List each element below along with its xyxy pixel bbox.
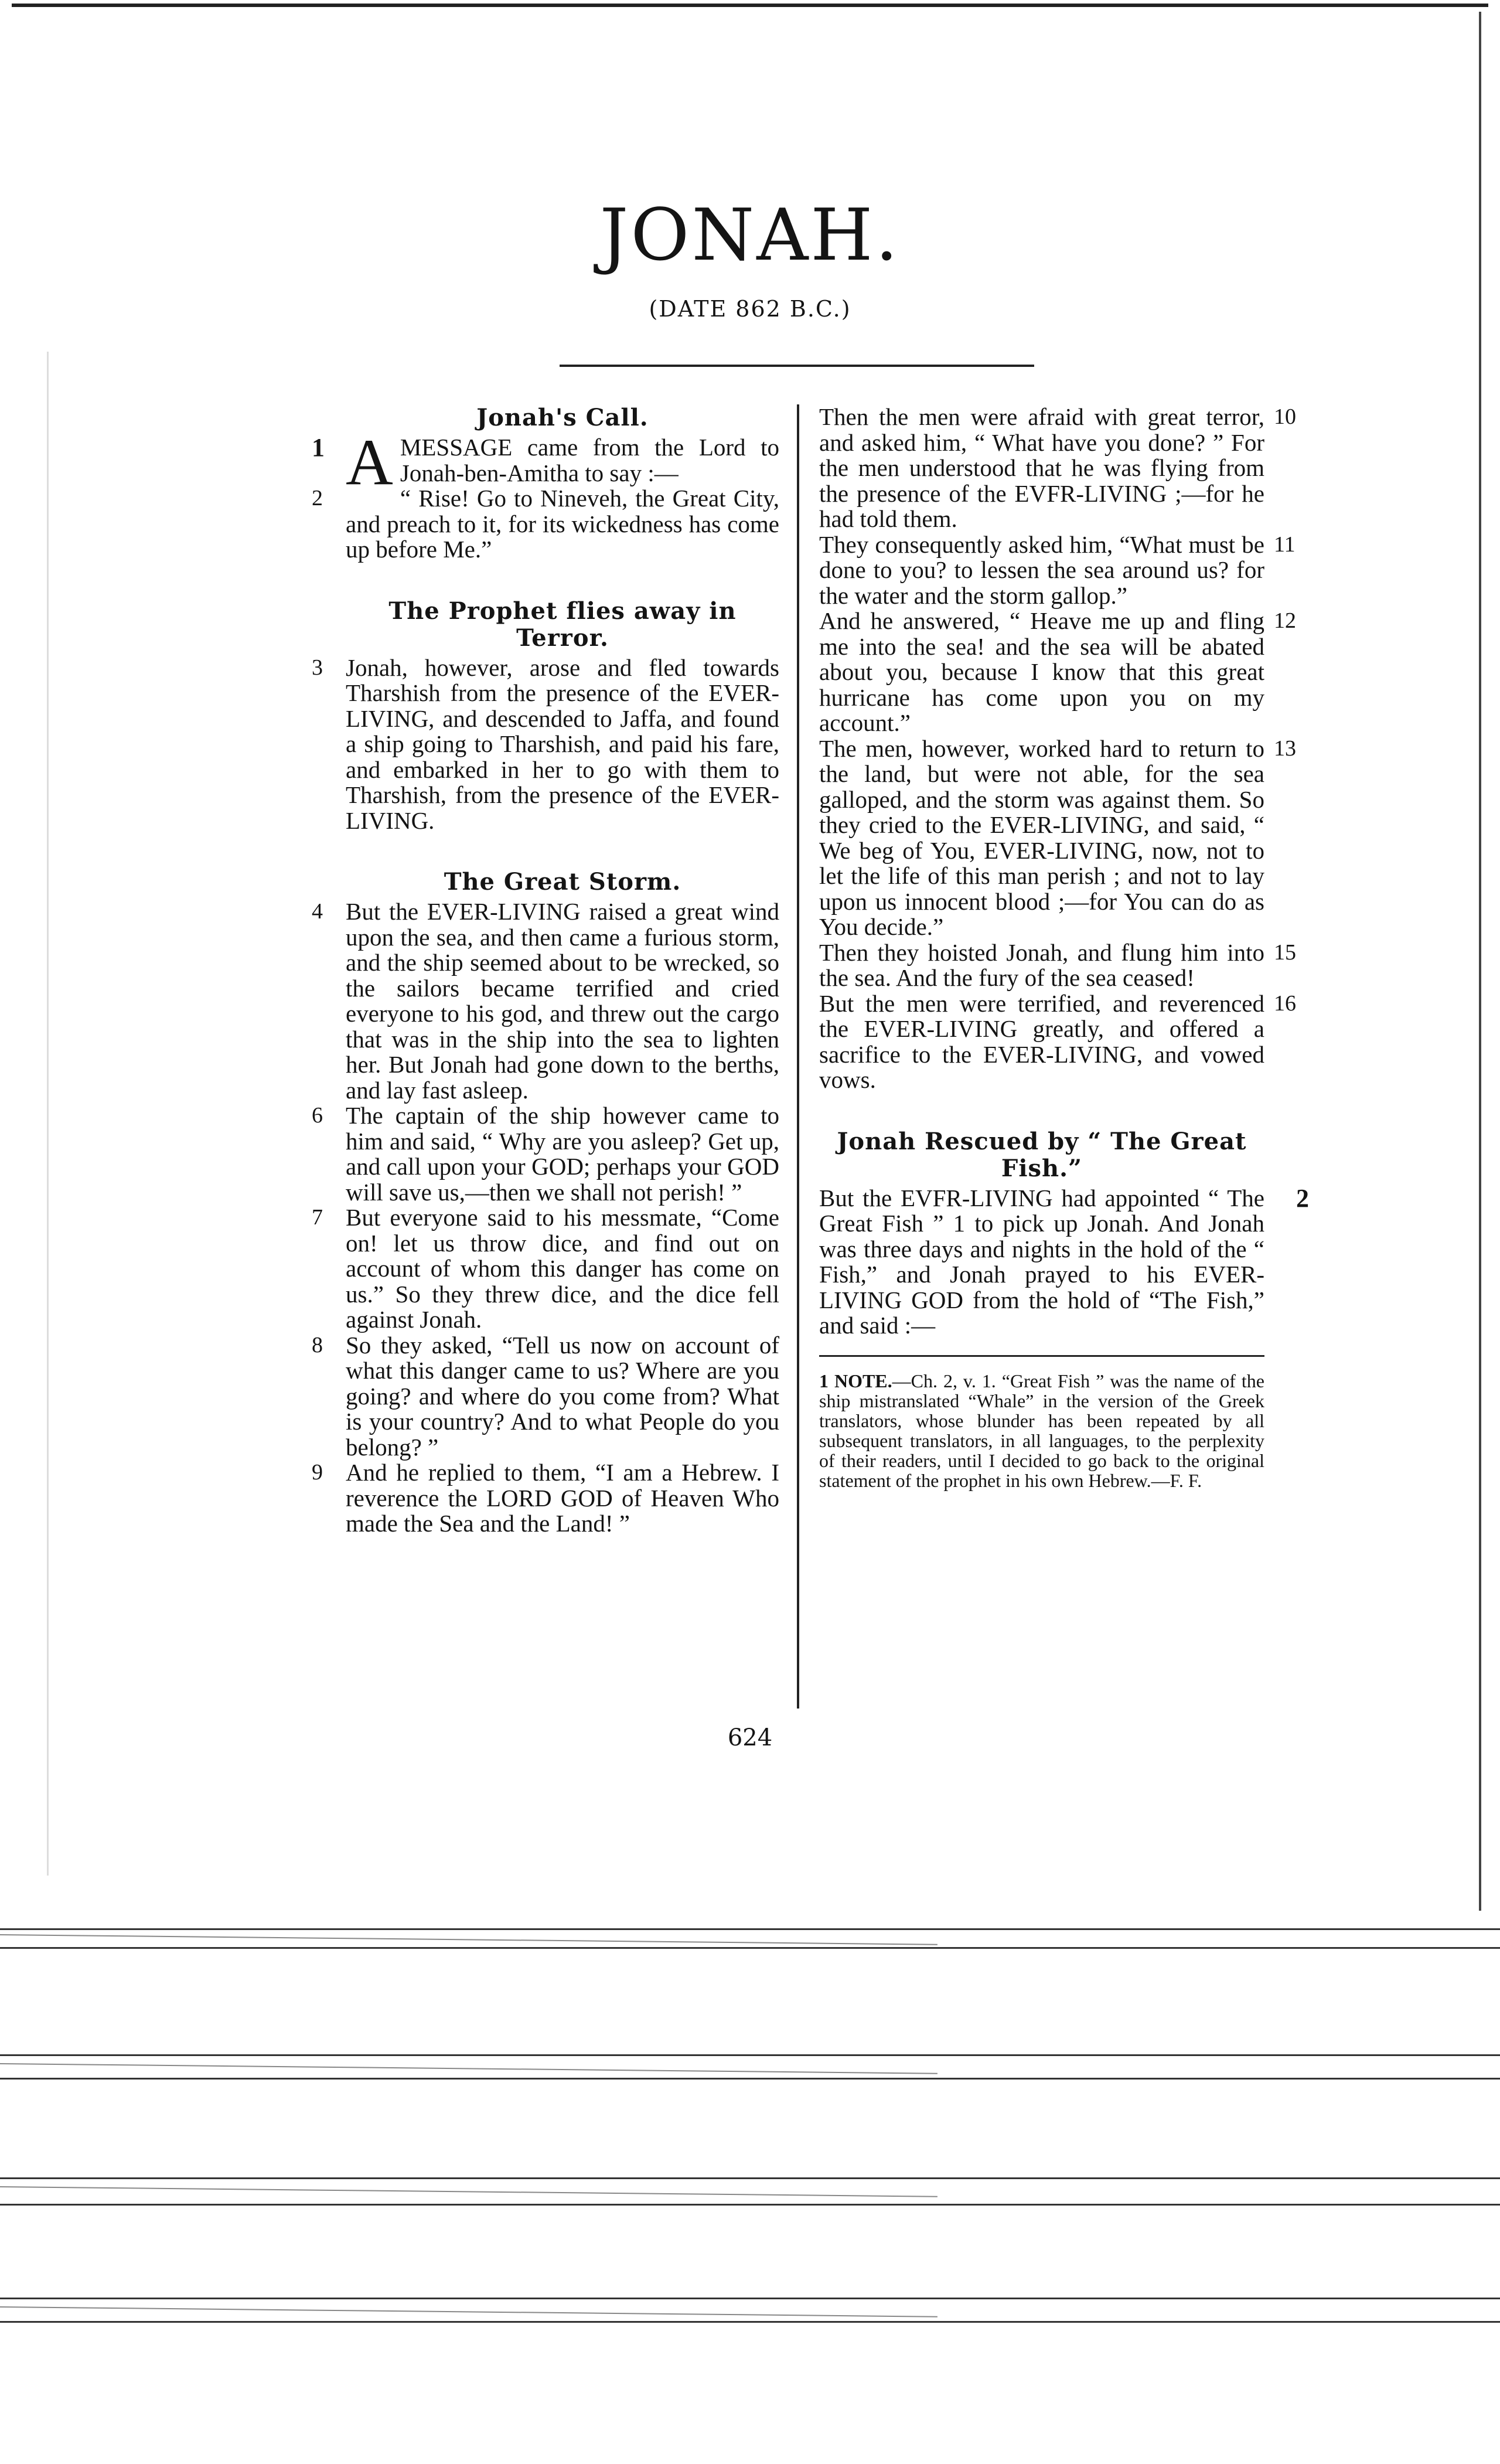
verse-number: 3 xyxy=(312,655,323,680)
scan-streak xyxy=(0,2063,938,2074)
column-divider xyxy=(797,404,799,1709)
scan-strip-line xyxy=(0,2054,1500,2056)
right-column-body xyxy=(819,403,1309,1339)
right-column xyxy=(819,403,1309,1491)
verse xyxy=(312,898,779,1104)
verse-text: Then the men were afraid with great terror, and asked him, “ What have you done? ” For the men understood that he was flying from the presence of the EVFR-LIVING ;—for he had told them. xyxy=(819,403,1264,532)
scan-streak xyxy=(0,2306,938,2317)
verse-text: Jonah, however, arose and fled towards Tharshish from the presence of the EVER-LIVING, and descended to Jaffa, and found a ship going to Tharshish, and paid his fare, and embarked in her to go with them to Tharshish, from the presence of the EVER-LIVING. xyxy=(346,654,779,834)
footnote xyxy=(819,1371,1264,1490)
scan-strip-line xyxy=(0,1947,1500,1949)
section-spacer xyxy=(819,1093,1264,1128)
verse xyxy=(312,1102,779,1206)
verse-number: 16 xyxy=(1274,991,1296,1016)
verse xyxy=(819,530,1296,609)
verse-number: 10 xyxy=(1274,404,1296,429)
verse xyxy=(312,426,779,499)
page-edge-left xyxy=(47,352,49,1876)
chapter-number: 2 xyxy=(1296,1183,1309,1213)
section-spacer xyxy=(346,563,779,598)
verse-text: But the EVFR-LIVING had appointed “ The Great Fish ” 1 to pick up Jonah. And Jonah was three days and nights in the hold of the “ Fish,” and Jonah prayed to his EVER-LIVING GOD from the hold of “The Fish,” and said :— xyxy=(819,1184,1264,1339)
verse-number: 7 xyxy=(312,1205,323,1230)
verse xyxy=(819,734,1296,940)
section-spacer xyxy=(346,833,779,869)
section-heading: Jonah Rescued by “ The Great Fish.” xyxy=(837,1127,1247,1182)
chapter-number: 1 xyxy=(312,433,325,462)
verse xyxy=(819,989,1296,1093)
verse-text: The men, however, worked hard to return to the land, but were not able, for the sea galloped, and the storm was against them. So they cried to the EVER-LIVING, and said, “ We beg of You, EVER-LIVING, now, not to let the life of this man perish ; and not to lay upon us innocent blood ;—for You can do as You decide.” xyxy=(819,734,1264,940)
verse-number: 4 xyxy=(312,899,323,924)
footnote-text: —Ch. 2, v. 1. “Great Fish ” was the name of the ship mistranslated “Whale” in the version of the Greek translators, whose blunder has been repeated by all subsequent translators, in all languages, to the perplexity of their readers, until I decided to go back to the original statement of the prophet in his own Hebrew.—F. F. xyxy=(819,1370,1265,1491)
verse xyxy=(819,938,1296,991)
verse xyxy=(819,403,1296,532)
verse-number: 2 xyxy=(312,486,323,511)
section-heading: Jonah's Call. xyxy=(476,404,649,431)
scan-strip-line xyxy=(0,2321,1500,2323)
date-line: (DATE 862 B.C.) xyxy=(649,296,851,322)
verse-text: But the men were terrified, and reverenced the EVER-LIVING greatly, and offered a sacrifice to the EVER-LIVING, and vowed vows. xyxy=(819,989,1264,1093)
verse-text: And he answered, “ Heave me up and fling me into the sea! and the sea will be abated about you, because I know that this great hurricane has come upon you on my account.” xyxy=(819,607,1264,736)
section-heading: The Great Storm. xyxy=(444,868,681,896)
verse xyxy=(312,1459,779,1537)
footnote-rule xyxy=(819,1355,1264,1357)
verse xyxy=(819,607,1296,736)
verse-text: Then they hoisted Jonah, and flung him into the sea. And the fury of the sea ceased! xyxy=(819,938,1264,991)
verse-text: So they asked, “Tell us now on account of what this danger came to us? Where are you going? and where do you come from? What is your country? And to what People do you belong? ” xyxy=(346,1331,779,1461)
verse-number: 13 xyxy=(1274,736,1296,761)
verse-text: But everyone said to his messmate, “Come on! let us throw dice, and find out on account of whom this danger has come on us.” So they threw dice, and the dice fell against Jonah. xyxy=(346,1204,779,1333)
verse-number: 9 xyxy=(312,1460,323,1485)
verse-text: And he replied to them, “I am a Hebrew. I reverence the LORD GOD of Heaven Who made the Sea and the Land! ” xyxy=(346,1459,779,1537)
verse-text: The captain of the ship however came to him and said, “ Why are you asleep? Get up, and call upon your GOD; perhaps your GOD will save us,—then we shall not perish! ” xyxy=(346,1102,779,1206)
scan-strip-line xyxy=(0,1928,1500,1930)
verse xyxy=(312,1331,779,1461)
book-title: JONAH. xyxy=(599,193,901,277)
verse-number: 15 xyxy=(1274,940,1296,965)
verse xyxy=(312,1204,779,1333)
scan-strip-line xyxy=(0,2177,1500,2179)
verse-text: They consequently asked him, “What must be done to you? to lessen the sea around us? for the water and the storm gallop.” xyxy=(819,530,1264,609)
verse-number: 8 xyxy=(312,1332,323,1357)
verse-text: “ Rise! Go to Nineveh, the Great City, and preach to it, for its wickedness has come up before Me.” xyxy=(346,485,779,563)
verse-number: 6 xyxy=(312,1103,323,1128)
verse-number: 11 xyxy=(1274,532,1296,557)
footnote-label: 1 NOTE. xyxy=(819,1370,892,1391)
drop-cap: A xyxy=(346,426,393,499)
section-heading: The Prophet flies away in Terror. xyxy=(388,597,737,652)
title-rule xyxy=(560,365,1034,367)
scan-streak xyxy=(0,1934,938,1945)
page-edge-top xyxy=(12,4,1488,7)
verse xyxy=(312,654,779,834)
verse-text: MESSAGE came from the Lord to Jonah-ben-Amitha to say :— xyxy=(400,434,779,486)
verse-number: 12 xyxy=(1274,608,1296,633)
scan-streak xyxy=(0,2186,938,2197)
scan-strip-line xyxy=(0,2298,1500,2299)
verse-text: But the EVER-LIVING raised a great wind upon the sea, and then came a furious storm, and the ship seemed about to be wrecked, so the sailors became terrified and cried everyone to his god, and threw out the cargo that was in the ship into the sea to lighten her. But Jonah had gone down to the berths, and lay fast asleep. xyxy=(346,898,779,1104)
page-number: 624 xyxy=(727,1724,773,1751)
scan-strip-line xyxy=(0,2078,1500,2080)
scan-strip-line xyxy=(0,2204,1500,2206)
verse xyxy=(312,485,779,563)
left-column xyxy=(312,404,779,1537)
verse xyxy=(819,1183,1309,1339)
